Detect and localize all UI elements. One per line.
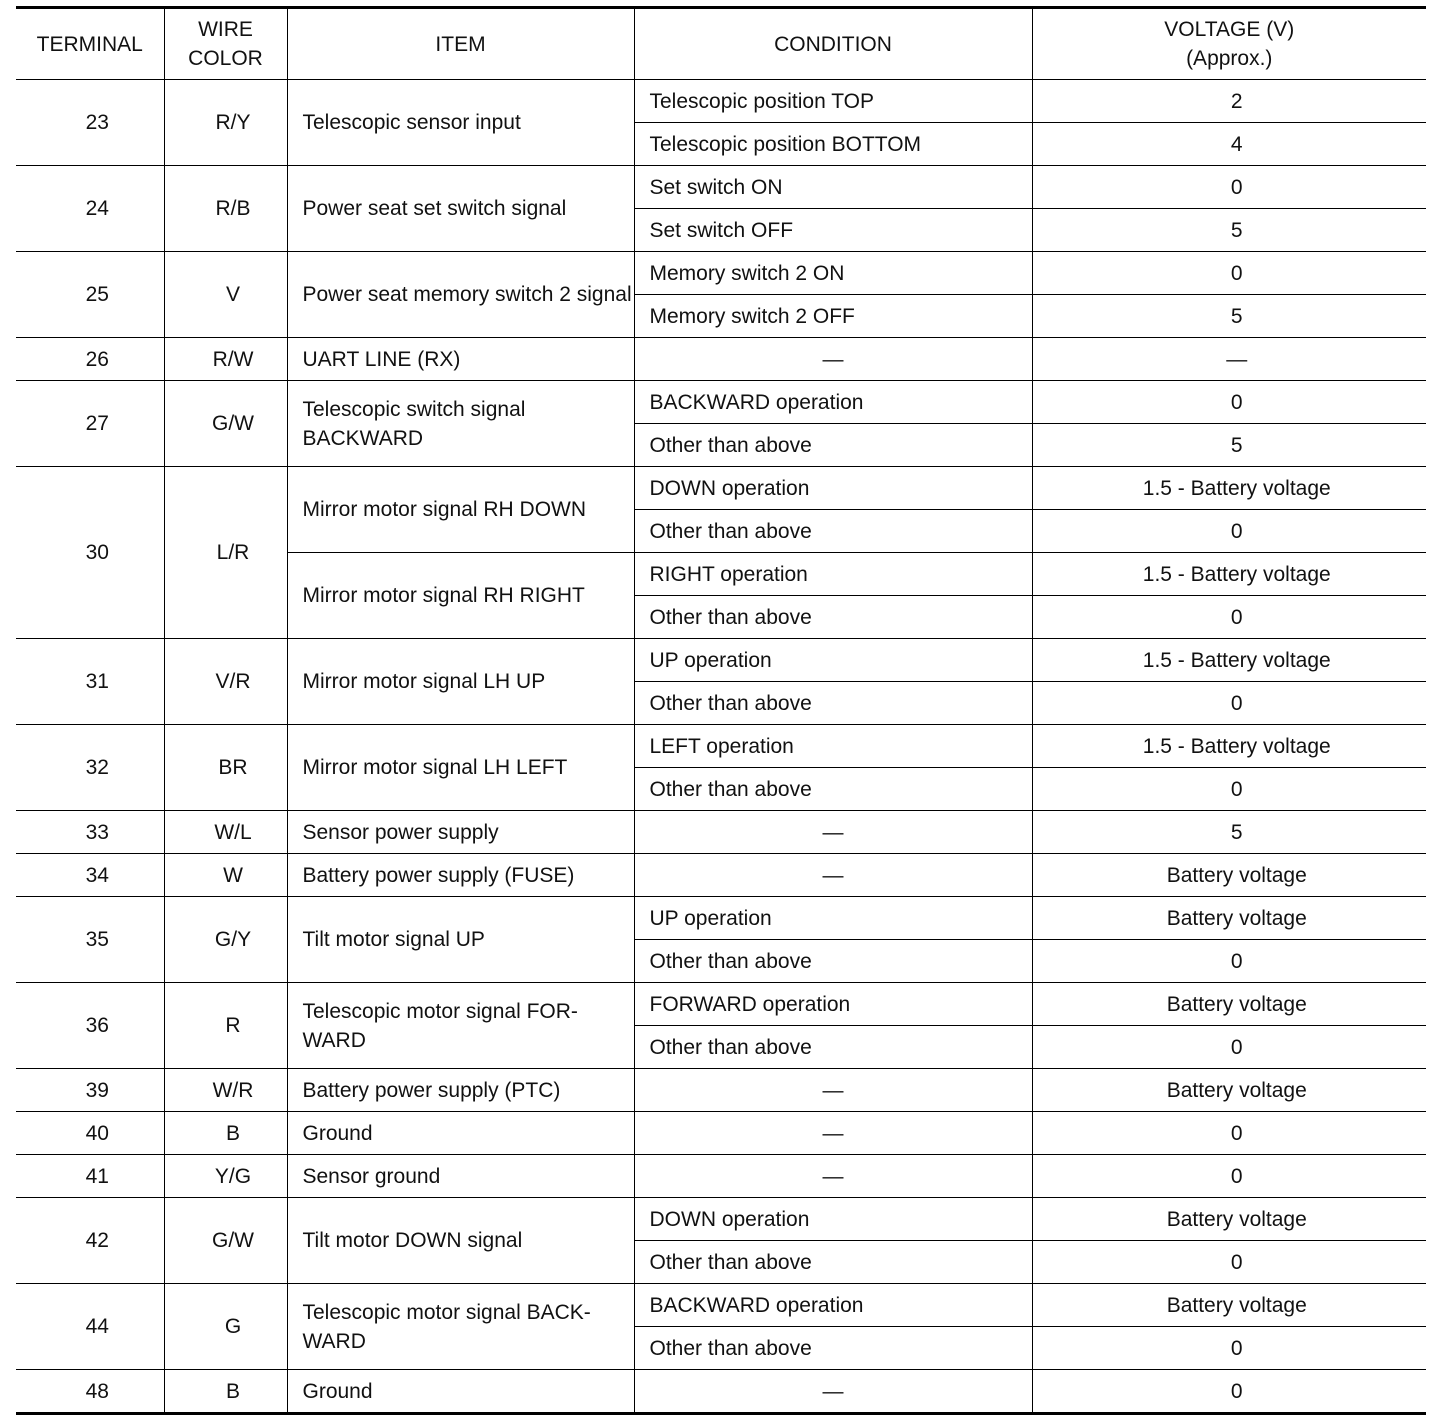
item-cell: Mirror motor signal LH LEFT — [287, 725, 634, 811]
voltage-cell: 4 — [1032, 123, 1426, 166]
table-row — [16, 1370, 1426, 1414]
condition-cell: Other than above — [634, 768, 1032, 811]
header-terminal — [16, 8, 164, 80]
condition-cell: UP operation — [634, 897, 1032, 940]
table-row — [16, 1155, 1426, 1198]
table-body — [16, 80, 1426, 1414]
voltage-cell: 0 — [1032, 1026, 1426, 1069]
condition-cell: Telescopic position BOTTOM — [634, 123, 1032, 166]
table-row — [16, 1112, 1426, 1155]
condition-cell: Other than above — [634, 940, 1032, 983]
condition-cell: DOWN operation — [634, 467, 1032, 510]
header-item — [287, 8, 634, 80]
item-cell: Power seat set switch signal — [287, 166, 634, 252]
terminal-cell: 23 — [16, 80, 164, 166]
condition-cell: Set switch ON — [634, 166, 1032, 209]
item-cell: Power seat memory switch 2 signal — [287, 252, 634, 338]
terminal-cell: 39 — [16, 1069, 164, 1112]
wire-color-cell: W — [164, 854, 287, 897]
header-wire-color — [164, 8, 287, 80]
wire-color-cell: R/Y — [164, 80, 287, 166]
condition-cell: Other than above — [634, 682, 1032, 725]
terminal-table — [16, 6, 1426, 1415]
voltage-cell: 5 — [1032, 424, 1426, 467]
item-cell: Sensor ground — [287, 1155, 634, 1198]
condition-cell: BACKWARD operation — [634, 1284, 1032, 1327]
condition-cell: — — [634, 811, 1032, 854]
document-page — [16, 6, 1426, 1415]
voltage-cell: — — [1032, 338, 1426, 381]
voltage-cell: 5 — [1032, 209, 1426, 252]
voltage-cell: Battery voltage — [1032, 1284, 1426, 1327]
terminal-cell: 30 — [16, 467, 164, 639]
terminal-cell: 36 — [16, 983, 164, 1069]
condition-cell: BACKWARD operation — [634, 381, 1032, 424]
table-row — [16, 1069, 1426, 1112]
header-item-label: ITEM — [435, 32, 486, 56]
voltage-cell: 2 — [1032, 80, 1426, 123]
wire-color-cell: R/B — [164, 166, 287, 252]
voltage-cell: 0 — [1032, 252, 1426, 295]
table-row — [16, 725, 1426, 768]
table-row — [16, 381, 1426, 424]
terminal-cell: 31 — [16, 639, 164, 725]
terminal-cell: 24 — [16, 166, 164, 252]
voltage-cell: 5 — [1032, 295, 1426, 338]
condition-cell: Other than above — [634, 596, 1032, 639]
table-row — [16, 897, 1426, 940]
item-cell: Mirror motor signal RH DOWN — [287, 467, 634, 553]
condition-cell: — — [634, 1112, 1032, 1155]
header-wire-color-line1: WIRE — [198, 18, 253, 41]
condition-cell: Other than above — [634, 1026, 1032, 1069]
table-row — [16, 338, 1426, 381]
voltage-cell: 0 — [1032, 381, 1426, 424]
condition-cell: Memory switch 2 OFF — [634, 295, 1032, 338]
wire-color-cell: W/L — [164, 811, 287, 854]
voltage-cell: Battery voltage — [1032, 1198, 1426, 1241]
voltage-cell: 0 — [1032, 682, 1426, 725]
item-cell: Tilt motor DOWN signal — [287, 1198, 634, 1284]
header-voltage — [1032, 8, 1426, 80]
item-cell: Ground — [287, 1112, 634, 1155]
table-row — [16, 166, 1426, 209]
condition-cell: Other than above — [634, 1327, 1032, 1370]
voltage-cell: Battery voltage — [1032, 983, 1426, 1026]
terminal-cell: 32 — [16, 725, 164, 811]
voltage-cell: Battery voltage — [1032, 897, 1426, 940]
condition-cell: — — [634, 854, 1032, 897]
header-wire-color-line2: COLOR — [188, 47, 263, 70]
condition-cell: FORWARD operation — [634, 983, 1032, 1026]
header-terminal-label: TERMINAL — [36, 32, 143, 56]
table-row — [16, 1284, 1426, 1327]
item-cell: Battery power supply (FUSE) — [287, 854, 634, 897]
condition-cell: UP operation — [634, 639, 1032, 682]
header-voltage-line2: (Approx.) — [1186, 47, 1273, 70]
wire-color-cell: G/W — [164, 1198, 287, 1284]
voltage-cell: 0 — [1032, 510, 1426, 553]
item-cell: Tilt motor signal UP — [287, 897, 634, 983]
voltage-cell: 1.5 - Battery voltage — [1032, 553, 1426, 596]
voltage-cell: 0 — [1032, 768, 1426, 811]
wire-color-cell: B — [164, 1112, 287, 1155]
wire-color-cell: G — [164, 1284, 287, 1370]
terminal-cell: 48 — [16, 1370, 164, 1414]
voltage-cell: 0 — [1032, 166, 1426, 209]
terminal-cell: 42 — [16, 1198, 164, 1284]
terminal-cell: 33 — [16, 811, 164, 854]
item-cell: Ground — [287, 1370, 634, 1414]
wire-color-cell: B — [164, 1370, 287, 1414]
wire-color-cell: R — [164, 983, 287, 1069]
table-row — [16, 983, 1426, 1026]
header-condition-label: CONDITION — [774, 32, 892, 56]
item-cell: Battery power supply (PTC) — [287, 1069, 634, 1112]
condition-cell: DOWN operation — [634, 1198, 1032, 1241]
table-header — [16, 8, 1426, 80]
wire-color-cell: W/R — [164, 1069, 287, 1112]
voltage-cell: 1.5 - Battery voltage — [1032, 725, 1426, 768]
terminal-cell: 35 — [16, 897, 164, 983]
voltage-cell: Battery voltage — [1032, 1069, 1426, 1112]
item-cell: Telescopic motor signal BACK-WARD — [287, 1284, 634, 1370]
condition-cell: LEFT operation — [634, 725, 1032, 768]
voltage-cell: 0 — [1032, 1370, 1426, 1414]
condition-cell: — — [634, 1155, 1032, 1198]
terminal-cell: 41 — [16, 1155, 164, 1198]
voltage-cell: 0 — [1032, 940, 1426, 983]
voltage-cell: 5 — [1032, 811, 1426, 854]
table-row — [16, 80, 1426, 123]
table-row — [16, 854, 1426, 897]
table-row — [16, 811, 1426, 854]
header-condition — [634, 8, 1032, 80]
wire-color-cell: V — [164, 252, 287, 338]
item-cell: Telescopic motor signal FOR-WARD — [287, 983, 634, 1069]
header-row — [16, 8, 1426, 80]
wire-color-cell: V/R — [164, 639, 287, 725]
condition-cell: — — [634, 338, 1032, 381]
terminal-cell: 44 — [16, 1284, 164, 1370]
condition-cell: Telescopic position TOP — [634, 80, 1032, 123]
item-cell: Sensor power supply — [287, 811, 634, 854]
voltage-cell: 0 — [1032, 596, 1426, 639]
table-row — [16, 252, 1426, 295]
wire-color-cell: L/R — [164, 467, 287, 639]
wire-color-cell: BR — [164, 725, 287, 811]
condition-cell: Other than above — [634, 424, 1032, 467]
terminal-cell: 27 — [16, 381, 164, 467]
item-cell: Mirror motor signal RH RIGHT — [287, 553, 634, 639]
terminal-cell: 34 — [16, 854, 164, 897]
condition-cell: RIGHT operation — [634, 553, 1032, 596]
voltage-cell: 1.5 - Battery voltage — [1032, 467, 1426, 510]
item-cell: Telescopic switch signal BACKWARD — [287, 381, 634, 467]
wire-color-cell: Y/G — [164, 1155, 287, 1198]
terminal-cell: 26 — [16, 338, 164, 381]
condition-cell: Memory switch 2 ON — [634, 252, 1032, 295]
terminal-cell: 25 — [16, 252, 164, 338]
voltage-cell: 0 — [1032, 1241, 1426, 1284]
item-cell: UART LINE (RX) — [287, 338, 634, 381]
table-row — [16, 1198, 1426, 1241]
item-cell: Telescopic sensor input — [287, 80, 634, 166]
header-voltage-line1: VOLTAGE (V) — [1164, 18, 1295, 41]
voltage-cell: 1.5 - Battery voltage — [1032, 639, 1426, 682]
terminal-cell: 40 — [16, 1112, 164, 1155]
voltage-cell: 0 — [1032, 1327, 1426, 1370]
condition-cell: Other than above — [634, 1241, 1032, 1284]
condition-cell: — — [634, 1370, 1032, 1414]
condition-cell: Other than above — [634, 510, 1032, 553]
table-row — [16, 639, 1426, 682]
item-cell: Mirror motor signal LH UP — [287, 639, 634, 725]
table-row — [16, 467, 1426, 510]
condition-cell: — — [634, 1069, 1032, 1112]
wire-color-cell: G/Y — [164, 897, 287, 983]
wire-color-cell: G/W — [164, 381, 287, 467]
voltage-cell: 0 — [1032, 1112, 1426, 1155]
wire-color-cell: R/W — [164, 338, 287, 381]
condition-cell: Set switch OFF — [634, 209, 1032, 252]
voltage-cell: 0 — [1032, 1155, 1426, 1198]
voltage-cell: Battery voltage — [1032, 854, 1426, 897]
